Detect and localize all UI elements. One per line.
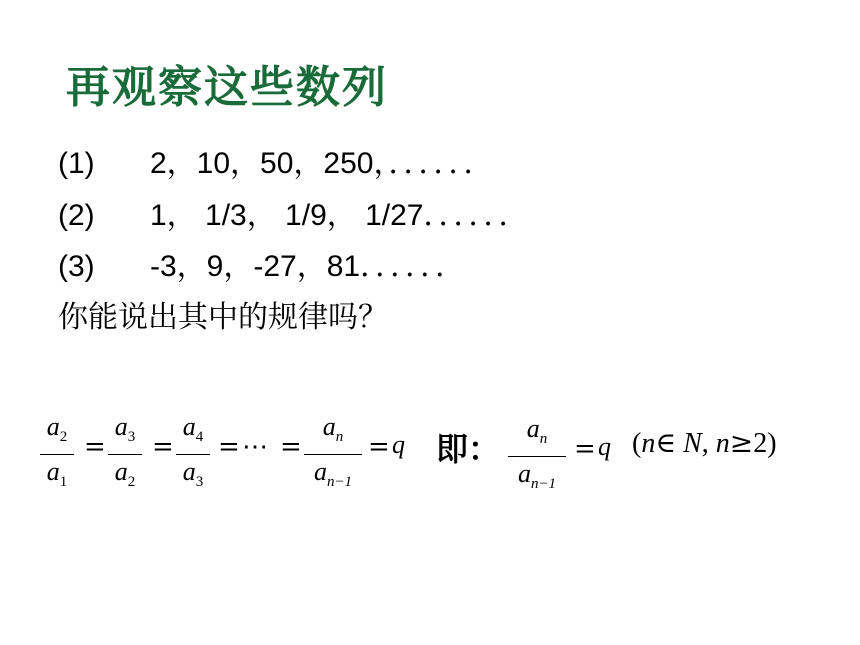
- sequence-label: (3): [58, 250, 95, 283]
- fraction-an-an-1-definition: $a_n$ $a_{n-1}$: [508, 414, 566, 499]
- sequence-label: (2): [58, 199, 95, 232]
- sequence-line-1: [58, 144, 493, 184]
- fraction-an-an-1: $a_n$ $a_{n-1}$: [304, 412, 362, 497]
- fraction-a4-a3: $a_4$ $a_3$: [176, 412, 210, 497]
- sequence-line-2: [58, 196, 529, 236]
- fraction-a2-a1: $a_2$ $a_1$: [40, 412, 74, 497]
- equals-sign: =: [152, 432, 174, 462]
- ellipsis: ⋯: [242, 432, 268, 462]
- equals-sign: =: [218, 432, 240, 462]
- sequence-line-3: [58, 247, 465, 287]
- equals-sign: =: [280, 432, 302, 462]
- question-text: 你能说出其中的规律吗？: [58, 301, 388, 334]
- sequence-terms: -3，9，-27，81．．．．．．: [150, 250, 466, 283]
- sequence-terms: 2，10，50，250，．．．．．．: [150, 147, 494, 180]
- equals-sign: =: [368, 432, 390, 462]
- condition-text: (n∈ N, n≥2): [632, 426, 777, 459]
- equals-sign: =: [574, 434, 596, 464]
- fraction-a3-a2: $a_3$ $a_2$: [108, 412, 142, 497]
- slide-title: 再观察这些数列: [66, 63, 388, 112]
- sequence-label: (1): [58, 147, 95, 180]
- ratio-q: q: [598, 432, 611, 461]
- ratio-q: q: [392, 430, 405, 459]
- connector-text: 即：: [436, 430, 501, 468]
- sequence-terms: 1， 1/3， 1/9， 1/27．．．．．．: [150, 199, 529, 232]
- equals-sign: =: [84, 432, 106, 462]
